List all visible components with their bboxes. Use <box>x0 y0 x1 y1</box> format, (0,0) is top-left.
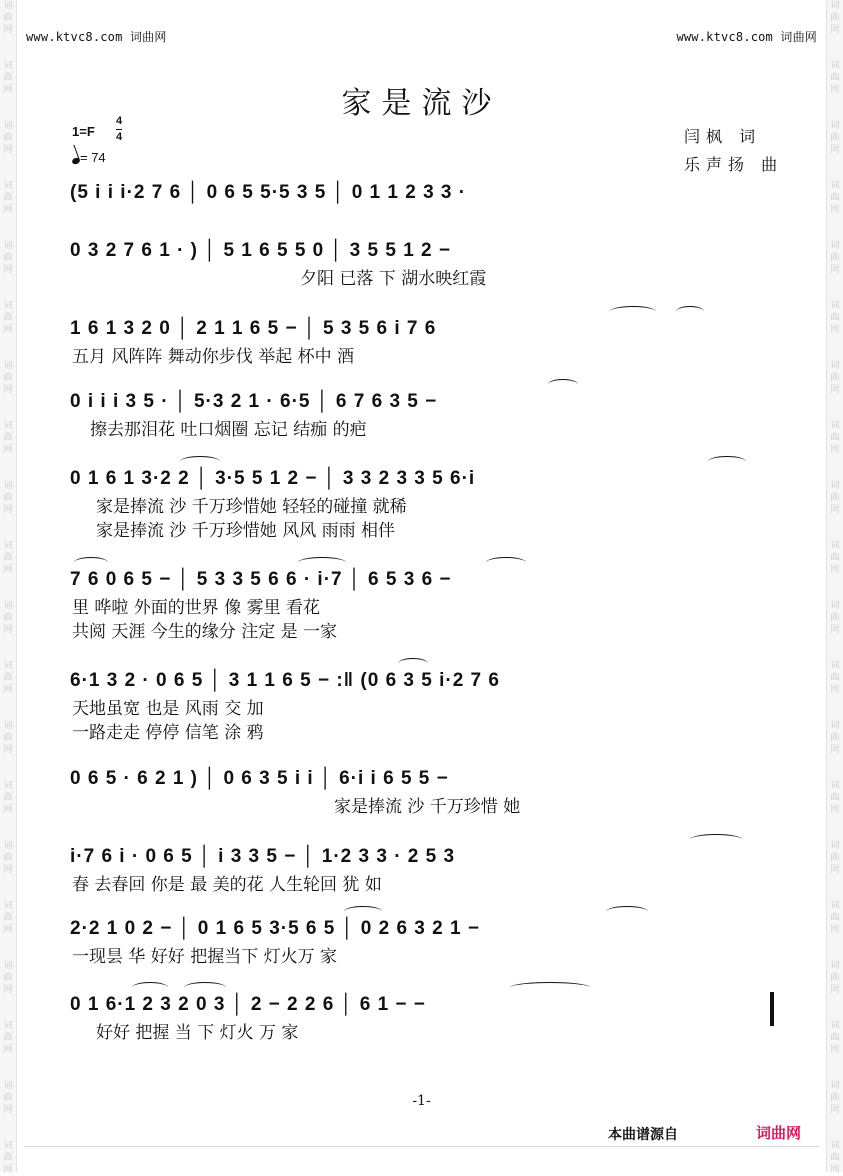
watermark-mark: 词 曲 网 <box>830 361 840 395</box>
lyric-line: 五月 风阵阵 舞动你步伐 举起 杯中 酒 <box>72 347 355 367</box>
watermark-mark: 词 曲 网 <box>3 61 13 95</box>
watermark-mark: 词 曲 网 <box>3 601 13 635</box>
jianpu-notes: 7 6 0 6 5 − │ 5 3 3 5 6 6 · i·7 │ 6 5 3 6 − <box>70 569 452 590</box>
right-margin-strip <box>826 0 843 1172</box>
time-signature <box>116 114 122 145</box>
watermark-mark: 词 曲 网 <box>830 1081 840 1115</box>
lyric-line: 家是捧流 沙 千万珍惜她 风风 雨雨 相伴 <box>96 521 396 541</box>
watermark-mark: 词 曲 网 <box>3 241 13 275</box>
watermark-mark: 词 曲 网 <box>830 841 840 875</box>
watermark-mark: 词 曲 网 <box>3 1081 13 1115</box>
watermark-mark: 词 曲 网 <box>830 1021 840 1055</box>
watermark-mark: 词 曲 网 <box>830 1141 840 1175</box>
watermark-mark: 词 曲 网 <box>3 721 13 755</box>
watermark-mark: 词 曲 网 <box>3 661 13 695</box>
watermark-mark: 词 曲 网 <box>3 1021 13 1055</box>
watermark-mark: 词 曲 网 <box>3 961 13 995</box>
header-site-left[interactable]: www.ktvc8.com 词曲网 <box>26 30 167 44</box>
watermark-mark: 词 曲 网 <box>830 721 840 755</box>
jianpu-notes: 0 6 5 · 6 2 1 ) │ 0 6 3 5 i i │ 6·i i 6 5 5 − <box>70 768 449 789</box>
watermark-mark: 词 曲 网 <box>830 601 840 635</box>
watermark-mark: 词 曲 网 <box>3 841 13 875</box>
watermark-mark: 词 曲 网 <box>3 121 13 155</box>
watermark-mark: 词 曲 网 <box>830 421 840 455</box>
jianpu-notes: 0 i i i 3 5 · │ 5·3 2 1 · 6·5 │ 6 7 6 3 5 − <box>70 391 438 412</box>
watermark-mark: 词 曲 网 <box>3 541 13 575</box>
lyric-line: 家是捧流 沙 千万珍惜 她 <box>334 797 521 817</box>
jianpu-notes: 0 1 6 1 3·2 2 │ 3·5 5 1 2 − │ 3 3 2 3 3 5 6·i <box>70 468 476 489</box>
watermark-mark: 词 曲 网 <box>830 241 840 275</box>
jianpu-notes: (5 i i i·2 7 6 │ 0 6 5 5·5 3 5 │ 0 1 1 2 3 3 · <box>70 182 467 203</box>
watermark-mark: 词 曲 网 <box>830 481 840 515</box>
jianpu-notes: 2·2 1 0 2 − │ 0 1 6 5 3·5 6 5 │ 0 2 6 3 2 1 − <box>70 918 480 939</box>
lyric-line: 家是捧流 沙 千万珍惜她 轻轻的碰撞 就稀 <box>96 497 407 517</box>
watermark-mark: 词 曲 网 <box>3 181 13 215</box>
watermark-mark: 词 曲 网 <box>3 481 13 515</box>
lyricist-credit: 闫枫 词 <box>684 127 762 146</box>
watermark-mark: 词 曲 网 <box>830 781 840 815</box>
song-title: 家是流沙 <box>341 86 502 121</box>
watermark-mark: 词 曲 网 <box>3 421 13 455</box>
watermark-mark: 词 曲 网 <box>830 181 840 215</box>
lyric-line: 共阅 天涯 今生的缘分 注定 是 一家 <box>72 622 338 642</box>
lyric-line: 擦去那泪花 吐口烟圈 忘记 结痂 的疤 <box>90 420 367 440</box>
lyric-line: 天地虽宽 也是 风雨 交 加 <box>72 699 264 719</box>
lyric-line: 好好 把握 当 下 灯火 万 家 <box>96 1023 299 1043</box>
header-site-right[interactable]: www.ktvc8.com 词曲网 <box>676 30 817 44</box>
watermark-mark: 词 曲 网 <box>830 661 840 695</box>
time-signature-bottom: 4 <box>116 131 123 143</box>
source-label: 本曲谱源自 <box>608 1127 678 1143</box>
watermark-mark: 词 曲 网 <box>3 301 13 335</box>
lyric-line: 春 去春回 你是 最 美的花 人生轮回 犹 如 <box>72 875 382 895</box>
jianpu-notes: 0 3 2 7 6 1 · ) │ 5 1 6 5 5 0 │ 3 5 5 1 2 − <box>70 240 451 261</box>
jianpu-notes: i·7 6 i · 0 6 5 │ i 3 3 5 − │ 1·2 3 3 · 2 5 3 <box>70 846 456 867</box>
footer-divider <box>24 1146 819 1147</box>
watermark-mark: 词 曲 网 <box>3 1141 13 1175</box>
watermark-mark: 词 曲 网 <box>830 301 840 335</box>
watermark-mark: 词 曲 网 <box>3 781 13 815</box>
key-signature: 1=F <box>72 124 95 139</box>
tempo-value: = 74 <box>80 150 106 165</box>
watermark-mark: 词 曲 网 <box>830 61 840 95</box>
final-barline <box>770 992 774 1026</box>
page-number: -1- <box>412 1093 431 1109</box>
watermark-mark: 词 曲 网 <box>830 961 840 995</box>
brand-logo[interactable]: 词曲网 <box>756 1124 802 1142</box>
watermark-mark: 词 曲 网 <box>3 361 13 395</box>
lyric-line: 一路走走 停停 信笔 涂 鸦 <box>72 723 264 743</box>
watermark-mark: 词 曲 网 <box>3 1 13 35</box>
watermark-mark: 词 曲 网 <box>3 901 13 935</box>
watermark-mark: 词 曲 网 <box>830 1 840 35</box>
tempo-mark <box>72 150 106 165</box>
jianpu-notes: 6·1 3 2 · 0 6 5 │ 3 1 1 6 5 − :‖ (0 6 3 5 i·2 7 6 <box>70 670 500 691</box>
jianpu-notes: 0 1 6·1 2 3 2 0 3 │ 2 − 2 2 6 │ 6 1 − − <box>70 994 426 1015</box>
watermark-mark: 词 曲 网 <box>830 901 840 935</box>
left-margin-strip <box>0 0 17 1172</box>
lyric-line: 夕阳 已落 下 湖水映红霞 <box>300 269 487 289</box>
lyric-line: 一现昙 华 好好 把握当下 灯火万 家 <box>72 947 338 967</box>
composer-credit: 乐声扬 曲 <box>684 155 784 174</box>
watermark-mark: 词 曲 网 <box>830 541 840 575</box>
jianpu-notes: 1 6 1 3 2 0 │ 2 1 1 6 5 − │ 5 3 5 6 i 7 6 <box>70 318 437 339</box>
lyric-line: 里 哗啦 外面的世界 像 雾里 看花 <box>72 598 321 618</box>
time-signature-top: 4 <box>116 115 123 127</box>
watermark-mark: 词 曲 网 <box>830 121 840 155</box>
